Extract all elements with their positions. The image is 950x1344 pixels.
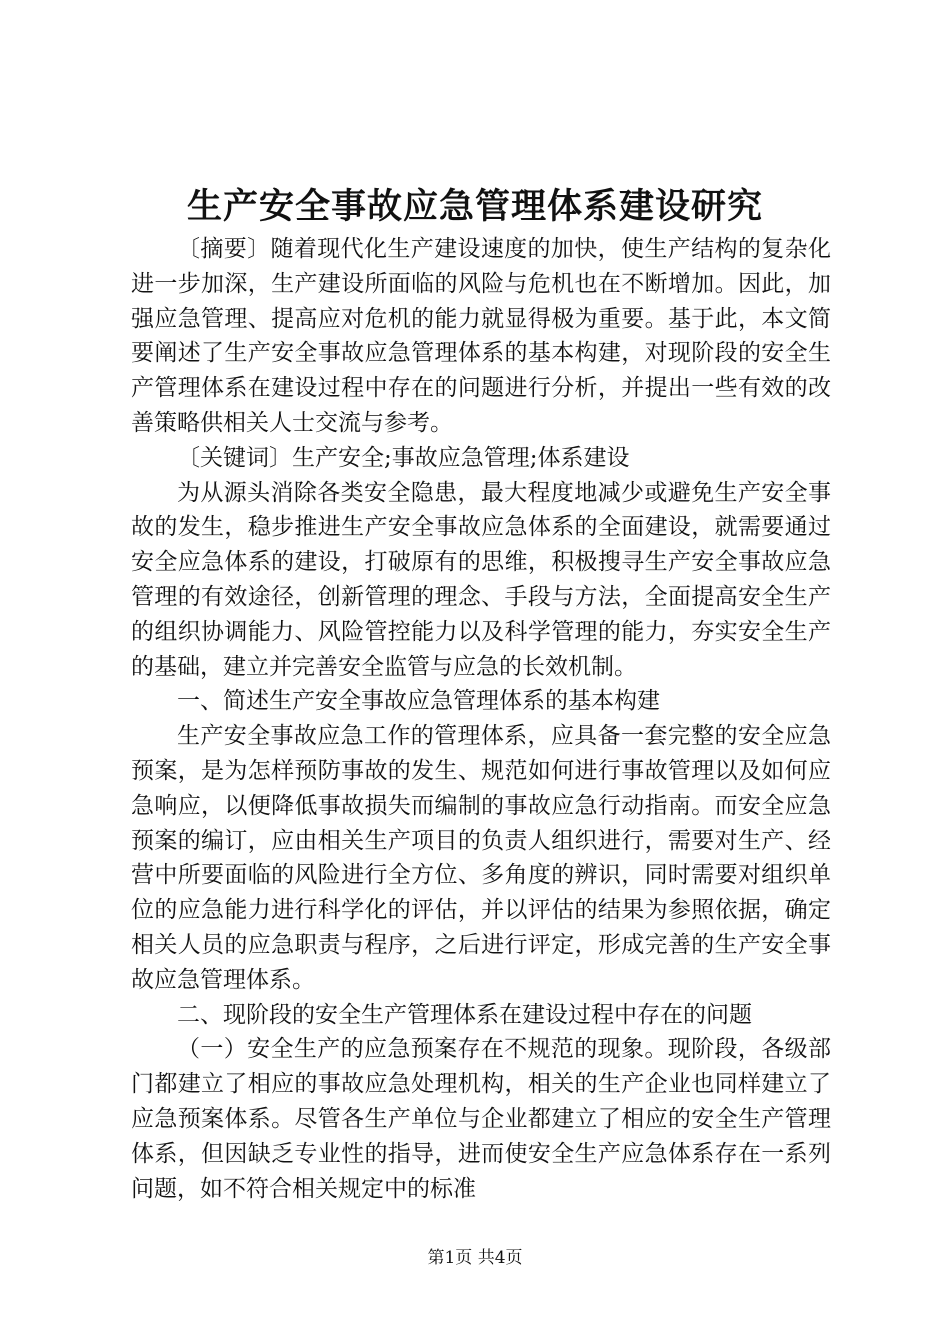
- abstract-paragraph: 〔摘要〕随着现代化生产建设速度的加快，使生产结构的复杂化进一步加深，生产建设所面临的风险与危机也在不断增加。因此，加强应急管理、提高应对危机的能力就显得极为重要。基于此，本文简要阐述了生产安全事故应急管理体系的基本构建，对现阶段的安全生产管理体系在建设过程中存在的问题进行分析，并提出一些有效的改善策略供相关人士交流与参考。: [131, 236, 831, 436]
- document-title: 生产安全事故应急管理体系建设研究: [186, 186, 763, 227]
- intro-paragraph: 为从源头消除各类安全隐患，最大程度地减少或避免生产安全事故的发生，稳步推进生产安全事故应急体系的全面建设，就需要通过安全应急体系的建设，打破原有的思维，积极搜寻生产安全事故应急管理的有效途径，创新管理的理念、手段与方法，全面提高安全生产的组织协调能力、风险管控能力以及科学管理的能力，夯实安全生产的基础，建立并完善安全监管与应急的长效机制。: [131, 479, 831, 680]
- section-1-paragraph: 生产安全事故应急工作的管理体系，应具备一套完整的安全应急预案，是为怎样预防事故的发生、规范如何进行事故管理以及如何应急响应，以便降低事故损失而编制的事故应急行动指南。而安全应急预案的编订，应由相关生产项目的负责人组织进行，需要对生产、经营中所要面临的风险进行全方位、多角度的辨识，同时需要对组织单位的应急能力进行科学化的评估，并以评估的结果为参照依据，确定相关人员的应急职责与程序，之后进行评定，形成完善的生产安全事故应急管理体系。: [131, 723, 831, 993]
- document-body: [131, 232, 831, 1206]
- section-heading-1: 一、简述生产安全事故应急管理体系的基本构建: [177, 688, 660, 715]
- section-heading-2: 二、现阶段的安全生产管理体系在建设过程中存在的问题: [177, 1001, 752, 1028]
- page-number-footer: 第1页 共4页: [427, 1248, 523, 1268]
- section-2-paragraph: （一）安全生产的应急预案存在不规范的现象。现阶段，各级部门都建立了相应的事故应急处理机构，相关的生产企业也同样建立了应急预案体系。尽管各生产单位与企业都建立了相应的安全生产管理体系，但因缺乏专业性的指导，进而使安全生产应急体系存在一系列问题，如不符合相关规定中的标准: [131, 1036, 831, 1202]
- keywords-paragraph: 〔关键词〕生产安全;事故应急管理;体系建设: [177, 444, 630, 471]
